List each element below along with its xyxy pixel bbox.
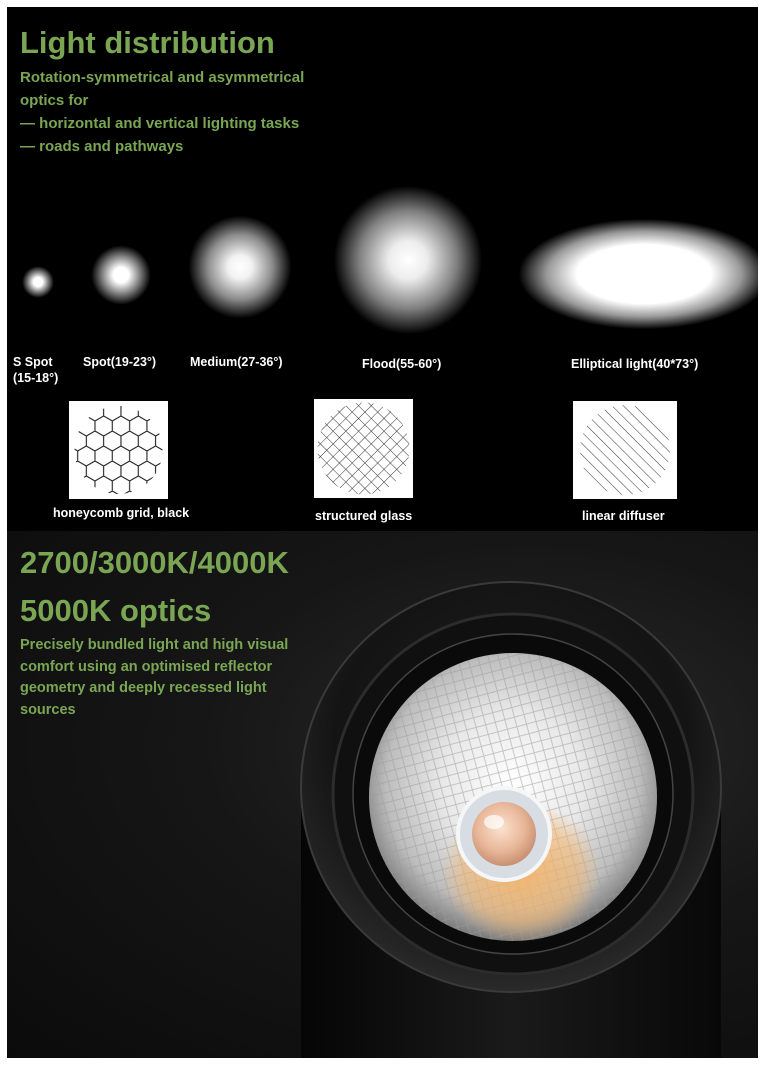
accessory-caption: structured glass [315, 509, 413, 523]
structured-glass-swatch [314, 399, 413, 498]
beam-spot [91, 245, 151, 305]
intro-line: optics for [20, 92, 89, 109]
beam-flood [333, 185, 483, 335]
beam-label-line: (15-18°) [13, 371, 59, 385]
light-distribution-section [7, 7, 758, 531]
beam-label: Medium(27-36°) [190, 355, 283, 369]
cct-heading: 2700/3000K/4000K [20, 545, 289, 580]
description-line: geometry and deeply recessed light [20, 680, 267, 696]
product-sheet [7, 7, 758, 1058]
accessory-caption: honeycomb grid, black [53, 506, 190, 520]
description-line: Precisely bundled light and high visual [20, 637, 289, 653]
beam-medium [188, 215, 292, 319]
beam-label: Elliptical light(40*73°) [571, 357, 699, 371]
beam-label [13, 354, 58, 386]
description-line: comfort using an optimised reflector [20, 658, 273, 675]
honeycomb-grid-swatch [69, 401, 168, 499]
beam-elliptical [519, 219, 758, 329]
optics-heading: 5000K optics [20, 593, 212, 628]
intro-text [20, 66, 360, 158]
section-title: Light distribution [20, 25, 275, 60]
diagonal-lines-icon [573, 401, 677, 499]
description-line: sources [20, 701, 76, 718]
beam-s-spot [22, 266, 54, 298]
accessory-caption: linear diffuser [582, 509, 665, 523]
intro-line: Rotation-symmetrical and asymmetrical [20, 69, 305, 86]
intro-line: — horizontal and vertical lighting tasks [20, 115, 300, 132]
honeycomb-grid-icon [69, 401, 168, 499]
downlight-product-image [291, 572, 731, 1058]
optics-description [20, 635, 300, 721]
beam-label: Flood(55-60°) [362, 357, 442, 371]
intro-line: — roads and pathways [20, 138, 184, 155]
linear-diffuser-swatch [573, 401, 677, 499]
crosshatch-glass-icon [314, 399, 413, 498]
beam-label-line: S Spot [13, 355, 53, 369]
beam-label: Spot(19-23°) [83, 355, 157, 369]
